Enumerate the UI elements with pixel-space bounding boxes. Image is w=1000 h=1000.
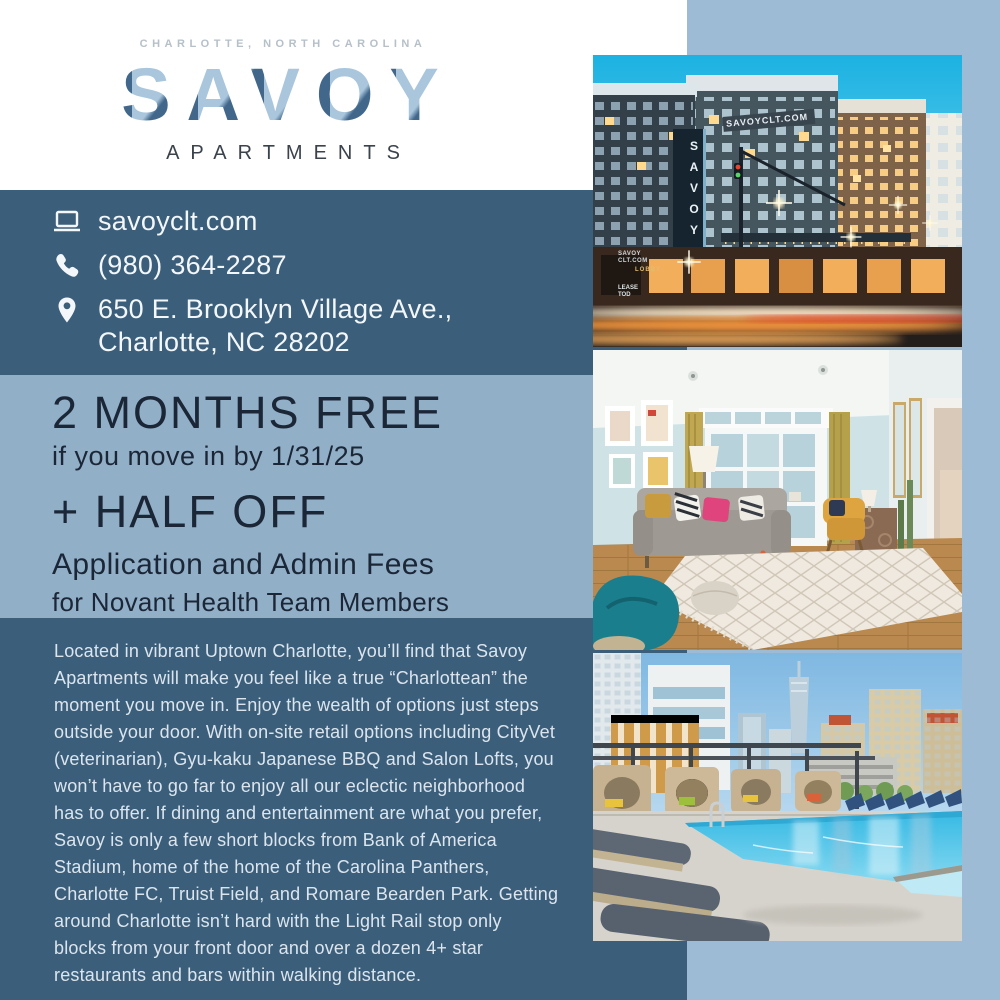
phone-icon	[52, 251, 82, 281]
building-rooftop-banner: SAVOYCLT.COM	[725, 111, 809, 129]
promo-condition: if you move in by 1/31/25	[52, 440, 365, 471]
living-room-photo	[593, 350, 962, 650]
promo-headline: 2 MONTHS FREE	[52, 387, 444, 438]
building-vertical-sign: SAVOY	[687, 139, 701, 244]
contact-block	[52, 205, 452, 370]
building-photo-art	[593, 55, 962, 347]
building-lease-sign: LEASE TOD	[618, 285, 639, 298]
address-text	[98, 293, 452, 359]
website-row	[52, 205, 452, 238]
brand-header	[0, 0, 566, 190]
pool-photo-art	[593, 653, 962, 941]
building-photo	[593, 55, 962, 347]
brand-location-text: CHARLOTTE, NORTH CAROLINA	[139, 38, 427, 50]
website-text: savoyclt.com	[98, 206, 258, 236]
address-line2: Charlotte, NC 28202	[98, 327, 350, 357]
promo-audience: for Novant Health Team Members	[52, 586, 450, 617]
phone-row	[52, 249, 452, 282]
building-retail-sign: SAVOY CLT.COM	[618, 251, 648, 264]
pool-photo	[593, 653, 962, 941]
promo-block	[52, 388, 449, 618]
promo-headline2: + HALF OFF	[52, 485, 329, 537]
description-paragraph: Located in vibrant Uptown Charlotte, you’ll find that Savoy Apartments will make you feel like a true “Charlottean” the moment you move in. Enjoy the wealth of options just steps outside your door. With on-site retail options including CityVet (veterinarian), Gyu-kaku Japanese BBQ and Salon Lofts, you won’t have to go far to enjoy all our eclectic neighborhood has to offer. If dining and entertainment are what you prefer, Savoy is only a few short blocks from Bank of America Stadium, home of the home of the Carolina Panthers, Charlotte FC, Truist Field, and Romare Bearden Park. Getting around Charlotte isn’t hard with the Light Rail stop only blocks from your front door and over a dozen 4+ star restaurants and bars within walking distance.	[54, 641, 559, 985]
building-lobby-sign: LOBBY	[635, 267, 661, 273]
brand-logo: SAVOY	[0, 58, 566, 132]
promo-detail: Application and Admin Fees	[52, 547, 435, 581]
living-room-photo-art	[593, 350, 962, 650]
phone-text: (980) 364-2287	[98, 250, 287, 280]
brand-type-text: APARTMENTS	[166, 142, 411, 164]
laptop-icon	[52, 207, 82, 237]
address-line1: 650 E. Brooklyn Village Ave.,	[98, 294, 453, 324]
map-pin-icon	[52, 295, 82, 325]
address-row	[52, 293, 452, 359]
